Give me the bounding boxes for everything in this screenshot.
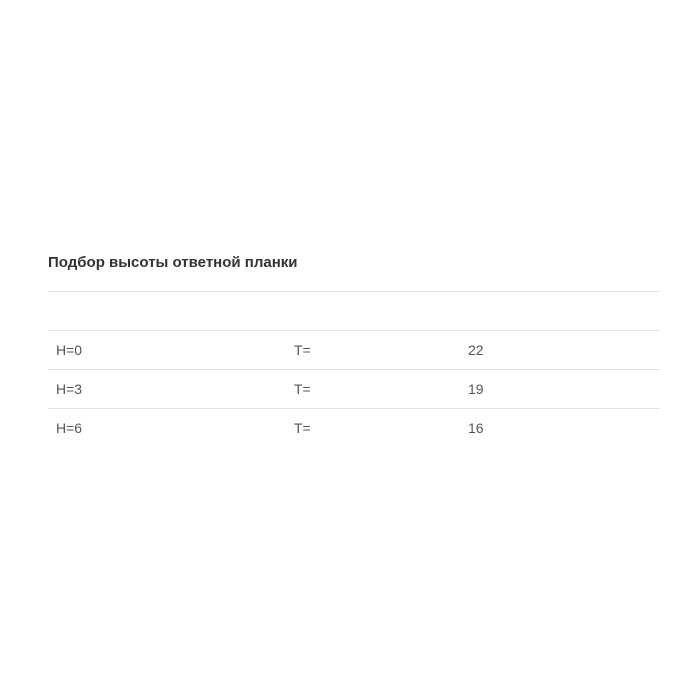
t-label-cell: T= [294,381,311,397]
strike-plate-height-section [48,252,660,436]
t-value-cell: 22 [468,342,484,358]
table-row [48,409,660,448]
section-title: Подбор высоты ответной планки [48,254,298,271]
height-cell: H=0 [56,342,83,358]
title-divider [48,291,660,292]
t-value-cell: 16 [468,420,484,436]
height-selection-table [48,330,660,447]
t-label-cell: T= [294,342,311,358]
height-cell: H=6 [56,420,83,436]
height-cell: H=3 [56,381,83,397]
table-row [48,370,660,409]
table-row [48,331,660,370]
t-label-cell: T= [294,420,311,436]
t-value-cell: 19 [468,381,484,397]
